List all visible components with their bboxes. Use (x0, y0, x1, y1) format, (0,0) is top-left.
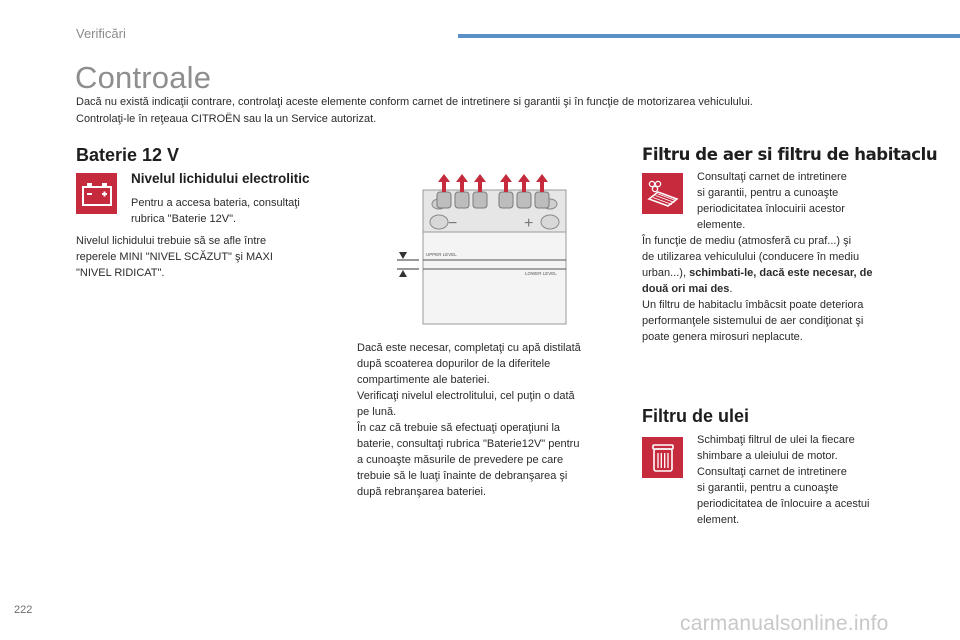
text-line: trebuie să le luaţi înainte de debranşarea şi (357, 470, 568, 482)
electrolyte-level-text (76, 233, 336, 281)
text-line: performanţele sistemului de aer condiţionat şi (642, 315, 864, 327)
intro-text (76, 94, 916, 128)
watermark: carmanualsonline.info (680, 612, 889, 635)
text-line: Un filtru de habitaclu îmbâcsit poate deteriora (642, 299, 864, 311)
battery-access-text (131, 195, 351, 227)
oil-filter-icon (642, 437, 683, 478)
text-line: "NIVEL RIDICAT". (76, 267, 165, 279)
battery-heading: Baterie 12 V (76, 145, 180, 165)
text-line: În funcţie de mediu (atmosferă cu praf...) şi (642, 235, 852, 247)
intro-line: Controlaţi-le în reţeaua CITROËN sau la un Service autorizat. (76, 113, 377, 125)
text-line: Consultaţi carnet de intretinere (697, 466, 847, 478)
air-filter-heading: Filtru de aer si filtru de habitaclu (642, 145, 938, 164)
text-line: pe lună. (357, 406, 397, 418)
text-line: shimbare a uleiului de motor. (697, 450, 838, 462)
air-filter-intro (697, 169, 917, 233)
text-line: element. (697, 514, 740, 526)
text-line: de utilizarea vehiculului (conducere în mediu (642, 251, 860, 263)
air-filter-icon (642, 173, 683, 214)
air-filter-usage-text (642, 233, 932, 345)
electrolyte-heading: Nivelul lichidului electrolitic (131, 171, 310, 186)
text-line: Consultaţi carnet de intretinere (697, 171, 847, 183)
text-line: si garantii, pentru a cunoaşte (697, 187, 839, 199)
text-line: Pentru a accesa bateria, consultaţi (131, 197, 300, 209)
intro-line: Dacă nu există indicaţii contrare, controlaţi aceste elemente conform carnet de intretinere si garantii şi în funcţie de motorizarea vehiculului. (76, 96, 753, 108)
page-title: Controale (75, 60, 212, 95)
emphasis-text: schimbati-le, dacă este necesar, de (689, 267, 873, 279)
text-line: baterie, consultaţi rubrica "Baterie12V" pentru (357, 438, 580, 450)
lower-level-label: LOWER LEVEL (525, 271, 557, 276)
plus-sign: + (524, 215, 534, 232)
minus-sign: − (448, 215, 458, 232)
battery-illustration (393, 172, 573, 332)
text-line (642, 265, 932, 281)
header-bar (458, 34, 960, 38)
text-line: Schimbaţi filtrul de ulei la fiecare (697, 434, 855, 446)
page-number: 222 (14, 604, 33, 616)
text-line: după rebranşarea bateriei. (357, 486, 487, 498)
text-line: Verificaţi nivelul electrolitului, cel puţin o dată (357, 390, 575, 402)
text-line: si garantii, pentru a cunoaşte (697, 482, 839, 494)
battery-refill-text (357, 340, 619, 500)
text-line: periodicitatea de înlocuire a acestui (697, 498, 870, 510)
emphasis-text: două ori mai des (642, 283, 730, 295)
text-line: elemente. (697, 219, 746, 231)
text-line: Dacă este necesar, completaţi cu apă distilată (357, 342, 581, 354)
text-line: după scoaterea dopurilor de la diferitele (357, 358, 551, 370)
battery-icon (76, 173, 117, 214)
text-span: urban...), (642, 267, 690, 279)
text-line: rubrica "Baterie 12V". (131, 213, 237, 225)
upper-level-label: UPPER LEVEL (426, 252, 457, 257)
text-span: . (729, 283, 733, 295)
oil-filter-heading: Filtru de ulei (642, 406, 750, 426)
text-line: poate genera mirosuri neplacute. (642, 331, 803, 343)
text-line: a cunoaşte măsurile de prevedere pe care (357, 454, 564, 466)
text-line: compartimente ale bateriei. (357, 374, 490, 386)
text-line: reperele MINI "NIVEL SCĂZUT" şi MAXI (76, 251, 273, 263)
text-line: periodicitatea înlocuirii acestor (697, 203, 845, 215)
chapter-label: Verificări (76, 26, 126, 41)
text-line: Nivelul lichidului trebuie să se afle între (76, 235, 267, 247)
text-line (642, 281, 932, 297)
oil-filter-text (697, 432, 917, 528)
text-line: În caz că trebuie să efectuaţi operaţiuni la (357, 422, 561, 434)
